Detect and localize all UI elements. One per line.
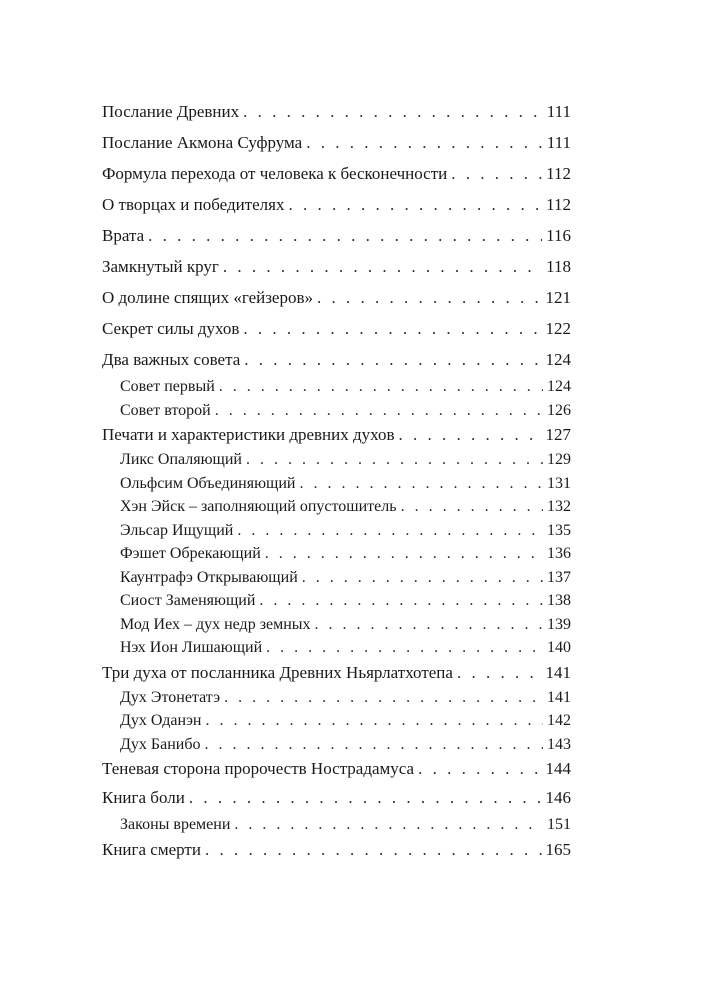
toc-subentry	[102, 448, 571, 472]
toc-entry-title: Книга смерти	[102, 839, 201, 859]
toc-page-number: 143	[547, 735, 571, 753]
toc-subentry	[102, 686, 571, 710]
toc-entry	[102, 313, 571, 344]
toc-entry-title: Нэх Ион Лишающий	[120, 639, 263, 656]
toc-page-number: 124	[545, 350, 571, 369]
toc-subentry	[102, 519, 571, 543]
dot-leader	[244, 344, 541, 375]
dot-leader	[205, 837, 542, 863]
toc-entry-title: Фэшет Обрекающий	[120, 545, 261, 562]
dot-leader	[399, 422, 542, 448]
dot-leader	[302, 566, 543, 590]
toc-entry	[102, 251, 571, 282]
dot-leader	[288, 189, 542, 220]
toc-page-number: 139	[547, 615, 571, 633]
toc-subentry	[102, 589, 571, 613]
toc-subentry	[102, 375, 571, 399]
dot-leader	[265, 542, 543, 566]
toc-entry-title: Совет первый	[120, 378, 215, 395]
toc-subentry	[102, 613, 571, 637]
toc-page-number: 121	[545, 288, 571, 307]
dot-leader	[266, 636, 543, 660]
toc-entry-title: О творцах и победителях	[102, 195, 285, 214]
dot-leader	[223, 251, 542, 282]
dot-leader	[259, 589, 543, 613]
toc-entry	[102, 127, 571, 158]
toc-page-number: 144	[545, 759, 571, 778]
toc-page-number: 140	[547, 639, 571, 656]
toc-entry-title: О долине спящих «гейзеров»	[102, 288, 314, 307]
toc-page-number: 112	[546, 195, 571, 214]
toc-subentry	[102, 399, 571, 423]
toc-page-number: 122	[545, 319, 571, 338]
dot-leader	[299, 472, 543, 496]
toc-entry-title: Врата	[102, 226, 145, 245]
toc-entry-title: Совет второй	[120, 401, 211, 419]
dot-leader	[401, 495, 543, 519]
dot-leader	[237, 519, 543, 543]
toc-entry	[102, 660, 571, 686]
toc-page-number: 165	[545, 839, 571, 859]
toc-entry	[102, 782, 571, 813]
dot-leader	[451, 158, 542, 189]
toc-page-number: 137	[547, 568, 571, 586]
toc-entry-title: Хэн Эйск – заполняющий опустошитель	[120, 498, 397, 515]
toc-page-number: 146	[545, 788, 571, 807]
toc-entry	[102, 220, 571, 251]
toc-page-number: 141	[545, 662, 571, 682]
toc-entry	[102, 756, 571, 782]
toc-page-number: 142	[547, 712, 571, 729]
toc-entry-title: Мод Иех – дух недр земных	[120, 615, 311, 633]
toc-subentry	[102, 542, 571, 566]
toc-page-number: 118	[546, 257, 571, 276]
toc-entry-title: Ликс Опаляющий	[120, 451, 242, 468]
dot-leader	[148, 220, 542, 251]
toc-entry-title: Сиост Заменяющий	[120, 592, 256, 609]
toc-entry-title: Книга боли	[102, 788, 185, 807]
toc-subentry	[102, 495, 571, 519]
toc-entry-title: Три духа от посланника Древних Ньярлатхотепа	[102, 662, 453, 682]
toc-entry-title: Замкнутый круг	[102, 257, 219, 276]
toc-entry-title: Дух Банибо	[120, 735, 201, 753]
toc-entry	[102, 344, 571, 375]
toc-entry-title: Два важных совета	[102, 350, 241, 369]
toc-entry-title: Послание Акмона Суфрума	[102, 133, 303, 152]
dot-leader	[206, 709, 544, 733]
dot-leader	[418, 756, 541, 782]
toc-entry-title: Дух Этонетатэ	[120, 688, 221, 706]
toc-page-number: 151	[547, 816, 571, 833]
toc-page-number: 141	[547, 688, 571, 706]
dot-leader	[243, 313, 541, 344]
toc-page-number: 138	[547, 592, 571, 609]
toc-entry	[102, 158, 571, 189]
toc-entry-title: Дух Оданэн	[120, 712, 202, 729]
toc-entry-title: Формула перехода от человека к бесконечности	[102, 164, 448, 183]
toc-page-number: 126	[547, 401, 571, 419]
toc-page-number: 116	[546, 226, 571, 245]
toc-entry-title: Каунтрафэ Открывающий	[120, 568, 298, 586]
toc-entry-title: Эльсар Ищущий	[120, 521, 234, 539]
toc-entry	[102, 96, 571, 127]
toc-entry-title: Послание Древних	[102, 102, 240, 121]
toc-page-number: 129	[547, 451, 571, 468]
toc-page-number: 136	[547, 545, 571, 562]
toc-entry	[102, 422, 571, 448]
toc-entry-title: Секрет силы духов	[102, 319, 240, 338]
toc-entry-title: Теневая сторона пророчеств Нострадамуса	[102, 759, 415, 778]
toc-subentry	[102, 709, 571, 733]
dot-leader	[234, 813, 543, 837]
toc-page-number: 112	[546, 164, 571, 183]
toc-entry-title: Ольфсим Объединяющий	[120, 474, 296, 492]
toc-entry	[102, 282, 571, 313]
dot-leader	[215, 399, 543, 423]
dot-leader	[315, 613, 543, 637]
table-of-contents	[102, 96, 571, 863]
toc-entry	[102, 189, 571, 220]
dot-leader	[317, 282, 541, 313]
toc-page-number: 124	[547, 378, 571, 395]
dot-leader	[246, 448, 543, 472]
dot-leader	[224, 686, 543, 710]
toc-subentry	[102, 733, 571, 757]
toc-page-number: 131	[547, 474, 571, 492]
toc-subentry	[102, 566, 571, 590]
toc-subentry	[102, 813, 571, 837]
toc-subentry	[102, 636, 571, 660]
toc-subentry	[102, 472, 571, 496]
dot-leader	[243, 96, 543, 127]
dot-leader	[204, 733, 543, 757]
dot-leader	[457, 660, 542, 686]
dot-leader	[189, 782, 542, 813]
toc-entry-title: Законы времени	[120, 816, 231, 833]
toc-page-number: 127	[545, 425, 571, 444]
toc-page-number: 111	[546, 102, 571, 121]
toc-page-number: 132	[547, 498, 571, 515]
toc-entry	[102, 837, 571, 863]
toc-page-number: 135	[547, 521, 571, 539]
dot-leader	[306, 127, 543, 158]
dot-leader	[219, 375, 543, 399]
toc-page-number: 111	[546, 133, 571, 152]
toc-entry-title: Печати и характеристики древних духов	[102, 425, 395, 444]
